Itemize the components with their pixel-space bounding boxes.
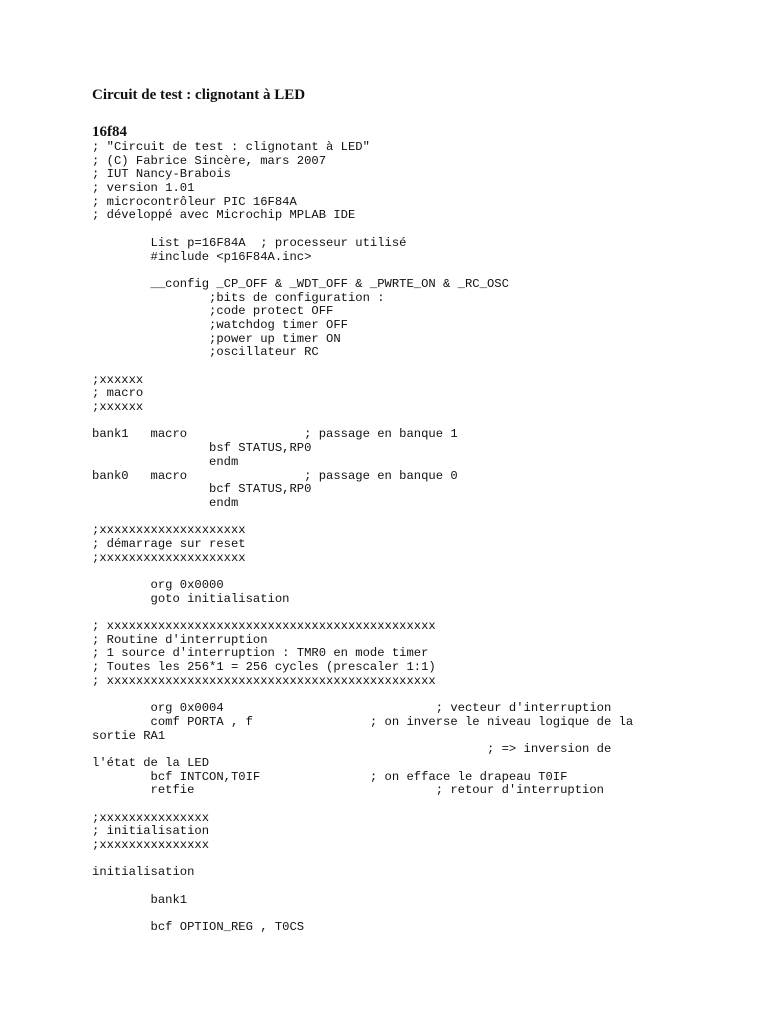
code-line: ;power up timer ON [92, 331, 341, 346]
code-line: retfie ; retour d'interruption [92, 783, 604, 798]
code-line [92, 689, 732, 703]
code-line: initialisation [92, 865, 195, 880]
code-line: ; Toutes les 256*1 = 256 cycles (prescaler 1:1) [92, 660, 436, 675]
code-line: ; 1 source d'interruption : TMR0 en mode timer [92, 646, 429, 661]
document-title: Circuit de test : clignotant à LED [92, 87, 306, 103]
code-line: ; xxxxxxxxxxxxxxxxxxxxxxxxxxxxxxxxxxxxxxxxxxxxx [92, 673, 436, 688]
document-subtitle: 16f84 [92, 124, 127, 140]
code-line: ; (C) Fabrice Sincère, mars 2007 [92, 153, 327, 168]
code-line: bank1 macro ; passage en banque 1 [92, 427, 458, 442]
code-line: ;xxxxxxxxxxxxxxx [92, 810, 210, 825]
code-line: sortie RA1 [92, 728, 166, 743]
code-line: endm [92, 454, 239, 469]
code-line: goto initialisation [92, 591, 290, 606]
code-line [92, 565, 732, 579]
code-line: l'état de la LED [92, 755, 210, 770]
code-line: ; démarrage sur reset [92, 536, 246, 551]
code-line: ; microcontrôleur PIC 16F84A [92, 194, 297, 209]
code-line [92, 798, 732, 812]
code-line: org 0x0004 ; vecteur d'interruption [92, 701, 612, 716]
code-line: ; xxxxxxxxxxxxxxxxxxxxxxxxxxxxxxxxxxxxxxxxxxxxx [92, 619, 436, 634]
code-line: ; développé avec Microchip MPLAB IDE [92, 208, 356, 223]
code-line: bank1 [92, 892, 188, 907]
code-line [92, 606, 732, 620]
code-listing [92, 141, 732, 935]
code-line: ; version 1.01 [92, 181, 195, 196]
code-line: ; initialisation [92, 824, 210, 839]
code-line: bsf STATUS,RP0 [92, 441, 312, 456]
code-line: ;code protect OFF [92, 304, 334, 319]
code-line [92, 908, 732, 922]
code-line: ; IUT Nancy-Brabois [92, 167, 231, 182]
code-line: ;xxxxxxxxxxxxxxx [92, 838, 210, 853]
code-line [92, 223, 732, 237]
code-line: ;xxxxxxxxxxxxxxxxxxxx [92, 523, 246, 538]
code-line [92, 511, 732, 525]
code-line: ;xxxxxxxxxxxxxxxxxxxx [92, 550, 246, 565]
code-line: ;xxxxxx [92, 372, 144, 387]
code-line [92, 880, 732, 894]
code-line: endm [92, 495, 239, 510]
code-line: ; "Circuit de test : clignotant à LED" [92, 140, 370, 154]
code-line: ; macro [92, 386, 144, 401]
code-line: comf PORTA , f ; on inverse le niveau logique de la [92, 714, 634, 729]
code-line: ;oscillateur RC [92, 345, 319, 360]
code-line: ;watchdog timer OFF [92, 317, 348, 332]
code-line [92, 853, 732, 867]
code-line: bcf OPTION_REG , T0CS [92, 920, 305, 935]
code-line: ;xxxxxx [92, 400, 144, 415]
code-line: List p=16F84A ; processeur utilisé [92, 235, 407, 250]
code-line: __config _CP_OFF & _WDT_OFF & _PWRTE_ON & _RC_OSC [92, 276, 509, 291]
code-line: bank0 macro ; passage en banque 0 [92, 468, 458, 483]
code-line: ; Routine d'interruption [92, 632, 268, 647]
code-line: org 0x0000 [92, 578, 224, 592]
code-line: ;bits de configuration : [92, 290, 385, 305]
document-page [92, 86, 732, 935]
code-line: #include <p16F84A.inc> [92, 249, 312, 264]
code-line: bcf STATUS,RP0 [92, 482, 312, 497]
code-line [92, 360, 732, 374]
code-line: bcf INTCON,T0IF ; on efface le drapeau T0IF [92, 769, 568, 784]
code-line: ; => inversion de [92, 742, 612, 757]
code-line [92, 264, 732, 278]
code-line [92, 415, 732, 429]
